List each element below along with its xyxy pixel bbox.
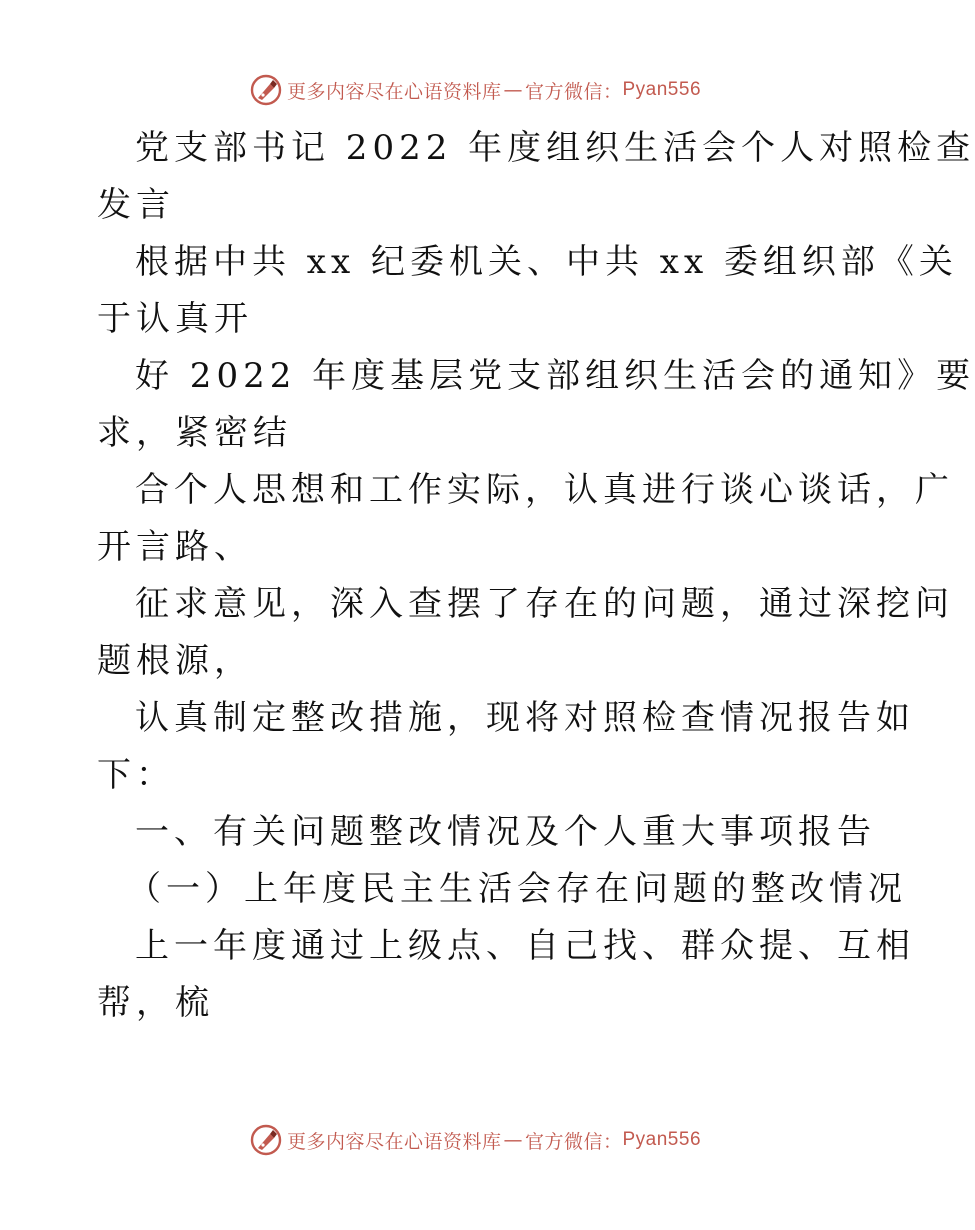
- paragraph-line: 认真制定整改措施，现将对照检查情况报告如: [135, 698, 915, 738]
- paragraph-line: 题根源，: [97, 641, 253, 681]
- watermark-wechat-id: Pyan556: [622, 79, 702, 100]
- pen-nib-circle-icon: [249, 73, 283, 107]
- watermark-wechat-id: Pyan556: [622, 1129, 702, 1150]
- paragraph-line: 下：: [97, 755, 175, 795]
- footer-watermark: [0, 1120, 950, 1160]
- paragraph-line: 征求意见，深入查摆了存在的问题，通过深挖问: [135, 584, 954, 624]
- watermark-main-text: 更多内容尽在心语资料库: [286, 1130, 502, 1153]
- watermark-separator: —: [503, 1129, 523, 1151]
- paragraph-line: 帮，梳: [97, 983, 214, 1023]
- pen-nib-circle-icon: [249, 1123, 283, 1157]
- watermark-main-text: 更多内容尽在心语资料库: [286, 80, 502, 103]
- paragraph-line: 上一年度通过上级点、自己找、群众提、互相: [135, 926, 915, 966]
- paragraph-line: 好 2022 年度基层党支部组织生活会的通知》要: [135, 356, 975, 396]
- paragraph-line: 求，紧密结: [97, 413, 292, 453]
- paragraph-line: 根据中共 xx 纪委机关、中共 xx 委组织部《关: [135, 242, 958, 282]
- paragraph-line: 合个人思想和工作实际，认真进行谈心谈话，广: [135, 470, 954, 510]
- paragraph-line: 开言路、: [97, 527, 253, 567]
- header-watermark: [0, 70, 950, 110]
- section-heading: 一、有关问题整改情况及个人重大事项报告: [135, 812, 876, 852]
- document-body: [97, 120, 975, 1032]
- document-title-line-2: 发言: [97, 185, 175, 225]
- document-title-line-1: 党支部书记 2022 年度组织生活会个人对照检查: [135, 128, 975, 168]
- subsection-heading: （一）上年度民主生活会存在问题的整改情况: [127, 869, 907, 909]
- watermark-separator: —: [503, 79, 523, 101]
- watermark-wechat-label: 官方微信：: [524, 1130, 623, 1153]
- watermark-wechat-label: 官方微信：: [524, 80, 623, 103]
- paragraph-line: 于认真开: [97, 299, 253, 339]
